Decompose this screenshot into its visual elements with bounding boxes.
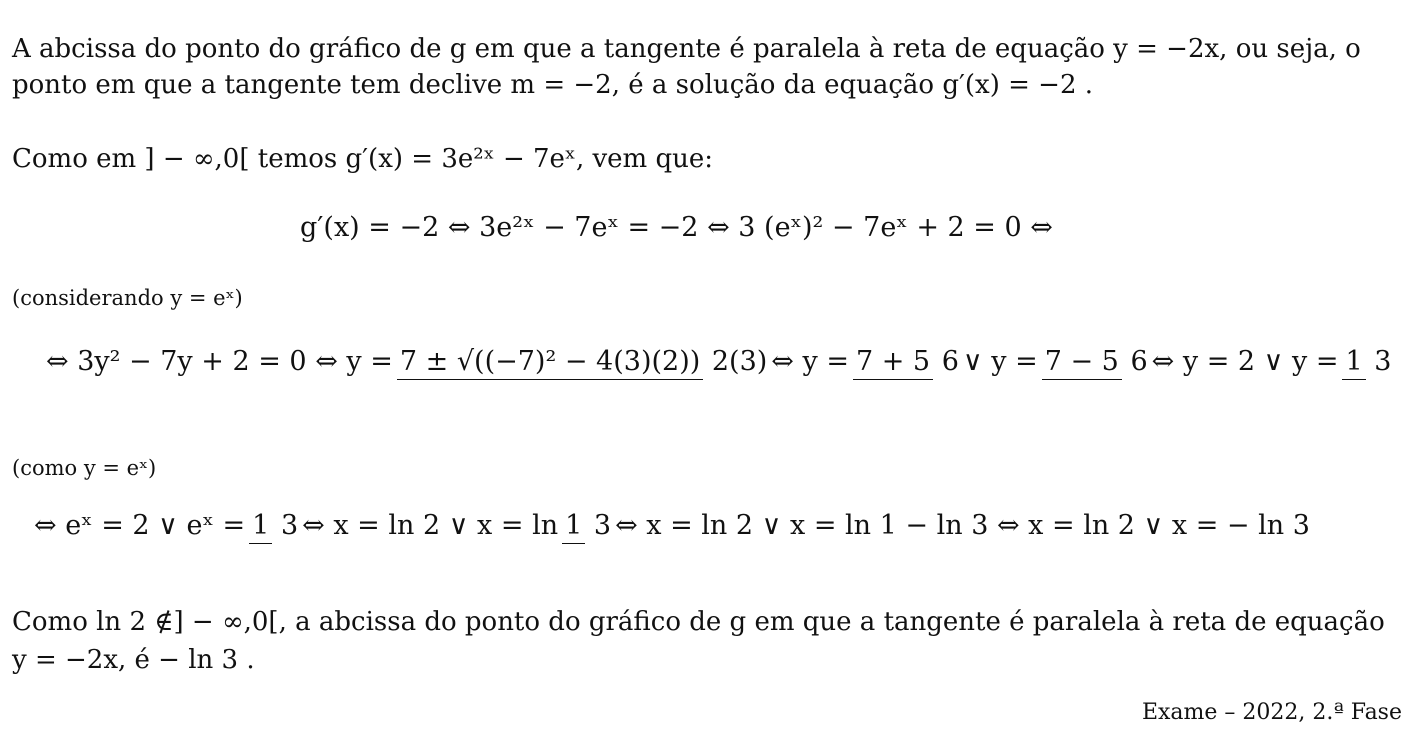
fraction-7-plus-5 [853, 346, 959, 377]
equation-2-part-4: ⇔ y = 2 ∨ y = [1151, 346, 1339, 377]
equation-2-part-2: ⇔ y = [771, 346, 849, 377]
fraction-denominator: 3 [1374, 346, 1392, 377]
note-considerando: (considerando y = eˣ) [12, 286, 243, 310]
equation-2-part-1: ⇔ 3y² − 7y + 2 = 0 ⇔ y = [46, 346, 393, 377]
fraction-one-third [1342, 346, 1391, 377]
quadratic-formula-fraction [397, 346, 767, 377]
conclusion-line-1: Como ln 2 ∉] − ∞,0[, a abcissa do ponto do gráfico de g em que a tangente é paralela à reta de equação [12, 607, 1385, 637]
equation-2 [46, 346, 1395, 377]
equation-2-part-3: ∨ y = [962, 346, 1038, 377]
fraction-denominator: 3 [593, 510, 612, 541]
note-como: (como y = eˣ) [12, 456, 157, 480]
paragraph-1-line-2: ponto em que a tangente tem declive m = −2, é a solução da equação g′(x) = −2 . [12, 70, 1094, 100]
equation-3-part-1: ⇔ eˣ = 2 ∨ eˣ = [34, 510, 246, 541]
fraction-numerator: 1 [562, 510, 585, 544]
fraction-denominator: 2(3) [711, 346, 768, 377]
conclusion-line-2: y = −2x, é − ln 3 . [12, 645, 255, 675]
exam-source-footer: Exame – 2022, 2.ª Fase [1141, 700, 1402, 725]
equation-1 [300, 212, 1053, 243]
equation-1-text: g′(x) = −2 ⇔ 3e²ˣ − 7eˣ = −2 ⇔ 3 (eˣ)² − 7eˣ + 2 = 0 ⇔ [300, 212, 1053, 243]
fraction-one-third-ln [562, 510, 611, 541]
fraction-one-third [249, 510, 298, 541]
fraction-numerator: 1 [1342, 346, 1365, 380]
fraction-numerator: 7 ± √((−7)² − 4(3)(2)) [397, 346, 703, 380]
equation-3 [34, 510, 1310, 541]
fraction-denominator: 6 [1130, 346, 1148, 377]
fraction-numerator: 7 + 5 [853, 346, 933, 380]
fraction-7-minus-5 [1042, 346, 1148, 377]
paragraph-2: Como em ] − ∞,0[ temos g′(x) = 3e²ˣ − 7eˣ, vem que: [12, 144, 714, 174]
fraction-denominator: 6 [941, 346, 959, 377]
equation-3-part-3: ⇔ x = ln 2 ∨ x = ln 1 − ln 3 ⇔ x = ln 2 ∨ x = − ln 3 [615, 510, 1310, 541]
fraction-numerator: 7 − 5 [1042, 346, 1122, 380]
equation-3-part-2: ⇔ x = ln 2 ∨ x = ln [302, 510, 559, 541]
paragraph-1-line-1: A abcissa do ponto do gráfico de g em que a tangente é paralela à reta de equação y = −2x, ou seja, o [12, 34, 1361, 64]
fraction-numerator: 1 [249, 510, 272, 544]
fraction-denominator: 3 [280, 510, 299, 541]
